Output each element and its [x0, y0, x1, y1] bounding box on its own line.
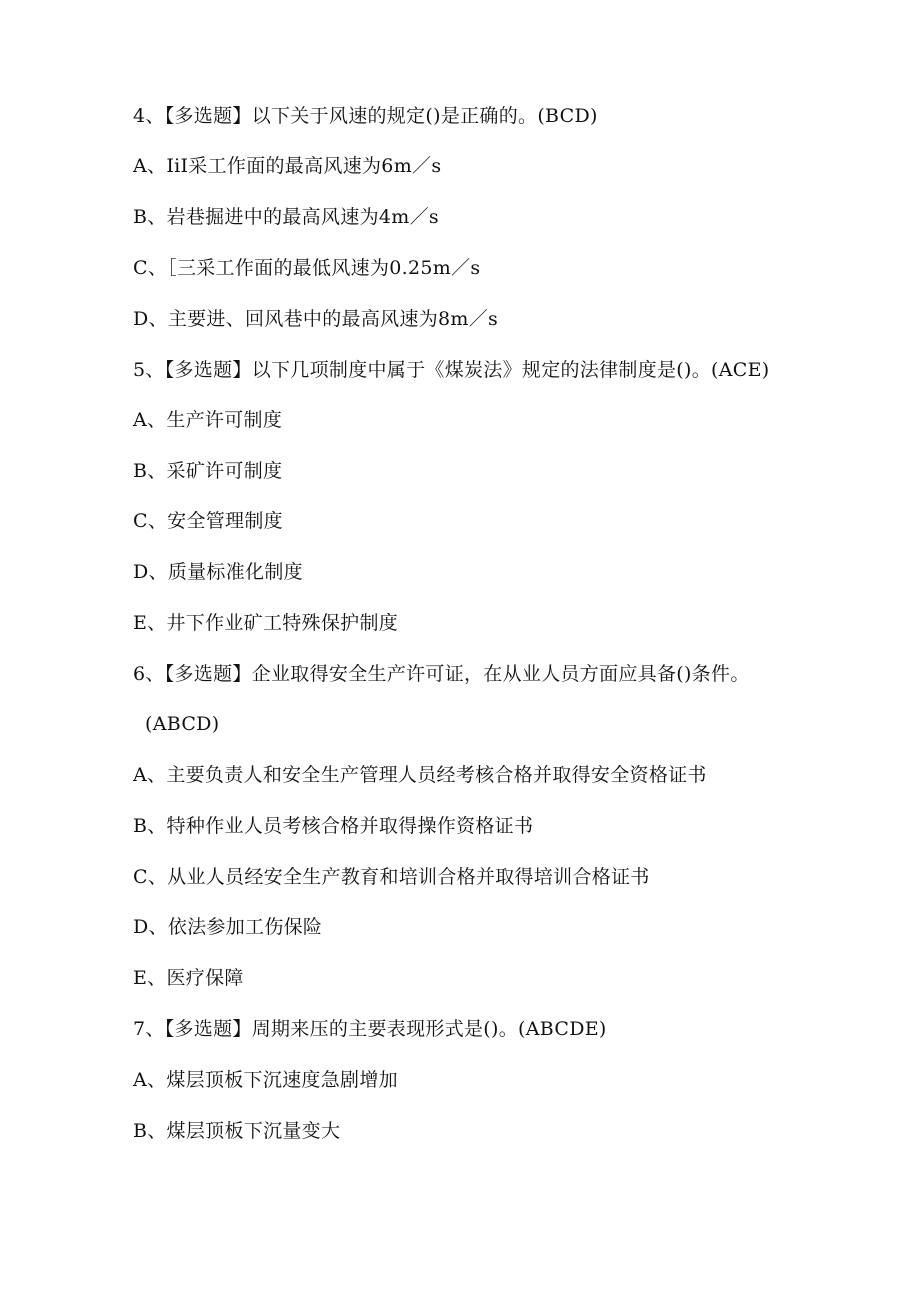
question-6-option-a: A、主要负责人和安全生产管理人员经考核合格并取得安全资格证书: [133, 764, 707, 786]
question-6-stem: 6、【多选题】企业取得安全生产许可证，在从业人员方面应具备()条件。: [133, 663, 750, 685]
question-4-option-c: C、［三采工作面的最低风速为0.25m／s: [133, 257, 481, 279]
question-6-answer: (ABCD): [145, 713, 220, 735]
question-6-option-b: B、特种作业人员考核合格并取得操作资格证书: [133, 815, 534, 837]
question-4-option-d: D、主要进、回风巷中的最高风速为8m／s: [133, 308, 499, 330]
question-5-option-a: A、生产许可制度: [133, 409, 283, 431]
question-7-option-a: A、煤层顶板下沉速度急剧增加: [133, 1069, 398, 1091]
question-7-stem: 7、【多选题】周期来压的主要表现形式是()。(ABCDE): [133, 1018, 607, 1040]
question-5-option-c: C、安全管理制度: [133, 510, 283, 532]
question-6-option-c: C、从业人员经安全生产教育和培训合格并取得培训合格证书: [133, 866, 650, 888]
question-5-option-d: D、质量标准化制度: [133, 561, 303, 583]
question-7-option-b: B、煤层顶板下沉量变大: [133, 1120, 341, 1142]
question-4-option-b: B、岩巷掘进中的最高风速为4m／s: [133, 206, 439, 228]
question-4-stem: 4、【多选题】以下关于风速的规定()是正确的。(BCD): [133, 105, 598, 127]
question-5-stem: 5、【多选题】以下几项制度中属于《煤炭法》规定的法律制度是()。(ACE): [133, 359, 770, 381]
question-6-option-d: D、依法参加工伤保险: [133, 916, 323, 938]
question-5-option-b: B、采矿许可制度: [133, 460, 283, 482]
question-4-option-a: A、IiI采工作面的最高风速为6m／s: [133, 155, 442, 177]
question-6-option-e: E、医疗保障: [133, 967, 244, 989]
question-5-option-e: E、井下作业矿工特殊保护制度: [133, 612, 399, 634]
